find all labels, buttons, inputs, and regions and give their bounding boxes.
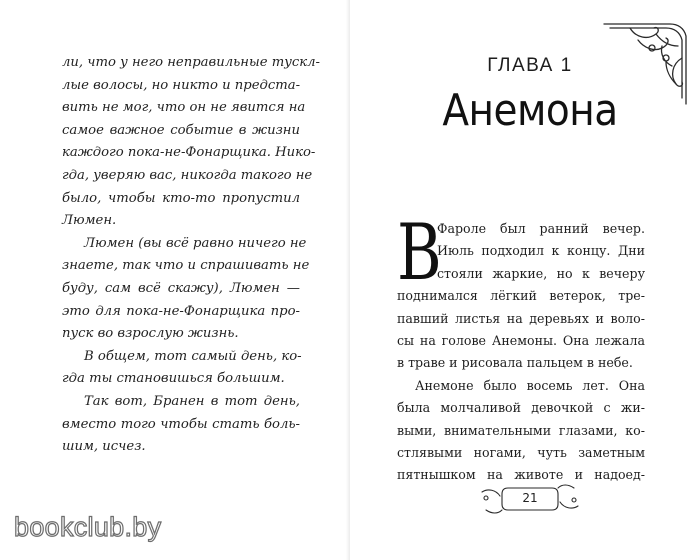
body-line: Люмен (вы всё равно ничего не xyxy=(84,235,307,251)
body-line: знаете, так что и спрашивать не xyxy=(62,258,310,274)
body-line: Анемоне было восемь лет. Она xyxy=(415,377,645,393)
body-line: гда ты становишься большим. xyxy=(62,371,285,387)
body-line: была молчаливой девочкой с жи- xyxy=(397,400,645,416)
body-line: пятнышком на животе и надоед- xyxy=(397,467,645,483)
chapter-title: Анемона xyxy=(442,86,618,137)
body-line: каждого пока-не-Фонарщика. Нико- xyxy=(62,145,316,161)
body-line: Люмен. xyxy=(62,213,117,229)
body-line: поднимался лёгкий ветерок, тре- xyxy=(397,288,645,304)
page-number: 21 xyxy=(522,491,538,505)
body-line: было, чтобы кто-то пропустил xyxy=(62,190,300,206)
body-line: это для пока-не-Фонарщика про- xyxy=(62,303,300,319)
drop-cap: В xyxy=(397,208,442,298)
body-line: вить не мог, что он не явится на xyxy=(62,100,306,116)
body-line: павший листья на деревьях и воло- xyxy=(397,310,645,326)
body-line: самое важное событие в жизни xyxy=(62,122,300,138)
body-line: буду, сам всё скажу), Люмен — xyxy=(62,280,300,296)
body-line: Июль подходил к концу. Дни xyxy=(437,243,645,259)
chapter-label: ГЛАВА 1 xyxy=(487,55,573,76)
body-line: лые волосы, но никто и предста- xyxy=(62,77,301,93)
body-line: Фароле был ранний вечер. xyxy=(437,221,645,236)
right-page-body xyxy=(397,218,645,487)
body-line: В общем, тот самый день, ко- xyxy=(84,348,302,364)
body-line: гда, уверяю вас, никогда такого не xyxy=(62,167,313,183)
body-line: пуск во взрослую жизнь. xyxy=(62,326,239,342)
body-line: сы на голове Анемоны. Она лежала xyxy=(397,333,645,349)
body-line: стояли жаркие, но к вечеру xyxy=(437,265,645,281)
body-line: выми, внимательными глазами, ко- xyxy=(397,422,645,438)
left-page-body xyxy=(62,52,320,459)
body-line: в траве и рисовала пальцем в небе. xyxy=(397,355,633,371)
body-line: шим, исчез. xyxy=(62,439,146,455)
body-line: ли, что у него неправильные тускл- xyxy=(62,55,320,70)
body-line: Так вот, Бранен в тот день, xyxy=(84,393,300,409)
body-line: вместо того чтобы стать боль- xyxy=(62,416,300,432)
body-line: стлявыми ногами, чуть заметным xyxy=(397,445,645,461)
site-watermark: bookclub.by xyxy=(14,512,162,542)
